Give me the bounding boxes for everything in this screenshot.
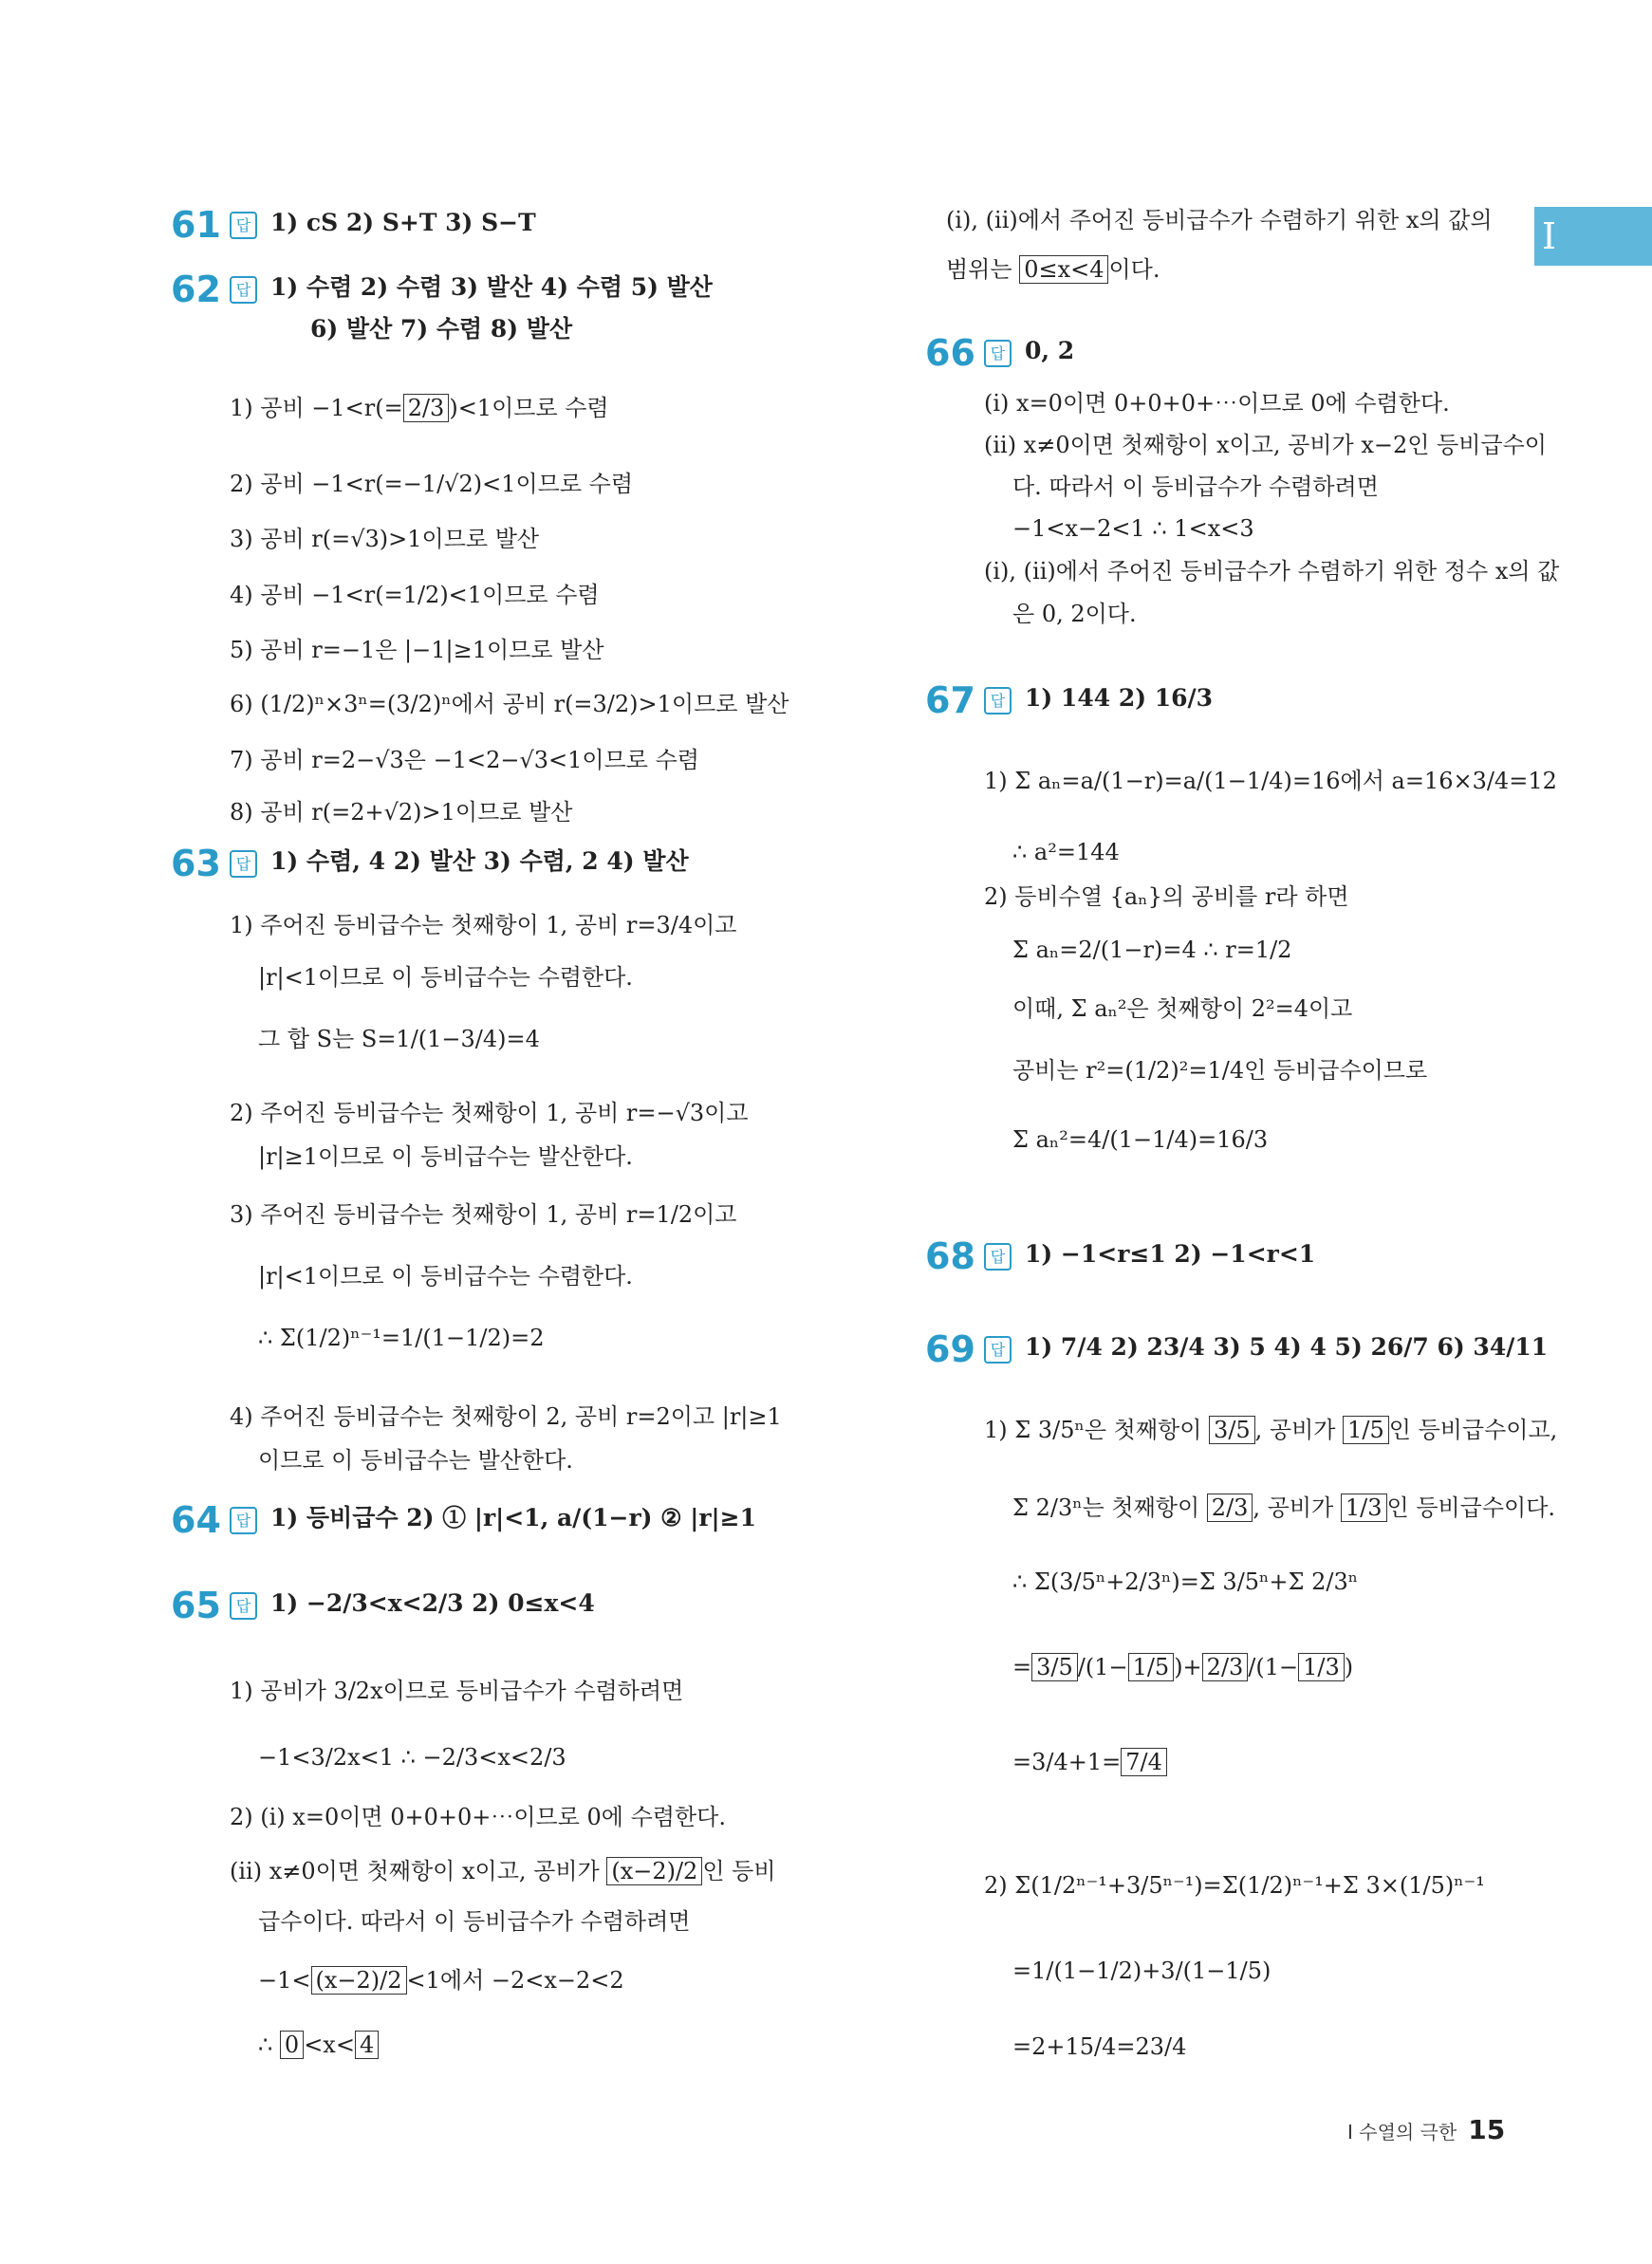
answer-line: 1) 7/4 2) 23/4 3) 5 4) 4 5) 26/7 6) 34/11	[1025, 1333, 1549, 1361]
solution-line: 이므로 이 등비급수는 발산한다.	[258, 1447, 573, 1474]
solution-line: 이때, Σ aₙ²은 첫째항이 2²=4이고	[1012, 995, 1353, 1022]
answer-badge: 답	[230, 1592, 257, 1620]
solution-line: 공비는 r²=(1/2)²=1/4인 등비급수이므로	[1012, 1057, 1428, 1084]
solution-line: 2) 등비수열 {aₙ}의 공비를 r라 하면	[984, 883, 1349, 910]
answer-badge: 답	[984, 687, 1012, 714]
solution-line: 8) 공비 r(=2+√2)>1이므로 발산	[230, 799, 573, 826]
solution-line: (ii) x≠0이면 첫째항이 x이고, 공비가 x−2인 등비급수이	[984, 432, 1547, 458]
solution-line: Σ 2/3ⁿ는 첫째항이 2/3 , 공비가 1/3 인 등비급수이다.	[1012, 1494, 1556, 1521]
solution-line: 급수이다. 따라서 이 등비급수가 수렴하려면	[258, 1908, 691, 1935]
solution-line: =2+15/4=23/4	[1012, 2033, 1187, 2060]
answer-line: 1) 144 2) 16/3	[1025, 684, 1214, 712]
solution-line: 1) 공비가 3/2x이므로 등비급수가 수렴하려면	[230, 1678, 684, 1704]
problem-number: 68	[925, 1235, 975, 1277]
problem-number: 65	[171, 1585, 221, 1626]
solution-line: 3) 공비 r(=√3)>1이므로 발산	[230, 526, 540, 552]
solution-line: 범위는 0≤x<4 이다.	[946, 256, 1160, 283]
answer-badge: 답	[230, 276, 257, 304]
answer-line: 0, 2	[1025, 337, 1075, 364]
solution-line: 2) Σ(1/2ⁿ⁻¹+3/5ⁿ⁻¹)=Σ(1/2)ⁿ⁻¹+Σ 3×(1/5)ⁿ⁻¹	[984, 1872, 1485, 1899]
solution-line: Σ aₙ²=4/(1−1/4)=16/3	[1012, 1126, 1269, 1153]
answer-line: 1) 수렴 2) 수렴 3) 발산 4) 수렴 5) 발산	[270, 273, 713, 301]
answer-line: 1) cS 2) S+T 3) S−T	[270, 209, 536, 236]
answer-badge: 답	[230, 212, 257, 239]
answer-badge: 답	[984, 1243, 1012, 1271]
solution-line: (i), (ii)에서 주어진 등비급수가 수렴하기 위한 정수 x의 값	[984, 558, 1560, 585]
answer-line: 1) 등비급수 2) ① |r|<1, a/(1−r) ② |r|≥1	[270, 1504, 756, 1531]
problem-number: 66	[925, 332, 975, 374]
solution-line: |r|<1이므로 이 등비급수는 수렴한다.	[258, 964, 633, 991]
answer-line: 6) 발산 7) 수렴 8) 발산	[310, 315, 573, 343]
solution-line: 2) 공비 −1<r(=−1/√2)<1이므로 수렴	[230, 471, 634, 497]
problem-number: 61	[171, 204, 221, 246]
solution-line: −1<x−2<1 ∴ 1<x<3	[1012, 515, 1254, 542]
solution-line: 7) 공비 r=2−√3은 −1<2−√3<1이므로 수렴	[230, 747, 699, 773]
solution-line: 4) 주어진 등비급수는 첫째항이 2, 공비 r=2이고 |r|≥1	[230, 1403, 782, 1430]
solution-line: 2) 주어진 등비급수는 첫째항이 1, 공비 r=−√3이고	[230, 1100, 749, 1126]
answer-badge: 답	[984, 1336, 1012, 1364]
solution-line: |r|<1이므로 이 등비급수는 수렴한다.	[258, 1263, 633, 1290]
solution-line: 1) 공비 −1<r(= 2/3 )<1이므로 수렴	[230, 395, 609, 421]
solution-line: 5) 공비 r=−1은 |−1|≥1이므로 발산	[230, 637, 604, 663]
solution-line: (i) x=0이면 0+0+0+⋯이므로 0에 수렴한다.	[984, 390, 1450, 417]
solution-line: ∴ 0 <x< 4	[258, 2029, 379, 2061]
answer-line: 1) −1<r≤1 2) −1<r<1	[1025, 1240, 1316, 1268]
solution-line: 1) Σ aₙ=a/(1−r)=a/(1−1/4)=16에서 a=16×3/4=12	[984, 768, 1557, 794]
answer-badge: 답	[230, 850, 257, 878]
solution-line: ∴ Σ(1/2)ⁿ⁻¹=1/(1−1/2)=2	[258, 1325, 545, 1351]
solution-line: 1) Σ 3/5ⁿ은 첫째항이 3/5 , 공비가 1/5 인 등비급수이고,	[984, 1417, 1558, 1443]
solution-line: ∴ Σ(3/5ⁿ+2/3ⁿ)=Σ 3/5ⁿ+Σ 2/3ⁿ	[1012, 1568, 1359, 1595]
solution-line: 그 합 S는 S=1/(1−3/4)=4	[258, 1026, 540, 1052]
solution-line: 2) (i) x=0이면 0+0+0+⋯이므로 0에 수렴한다.	[230, 1804, 726, 1830]
chapter-label: I 수열의 극한	[1347, 2121, 1457, 2143]
chapter-tab: I	[1534, 207, 1652, 266]
problem-number: 62	[171, 269, 221, 310]
solution-line: ∴ a²=144	[1012, 839, 1120, 865]
answer-line: 1) −2/3<x<2/3 2) 0≤x<4	[270, 1589, 595, 1617]
page-number: 15	[1468, 2114, 1506, 2145]
problem-number: 63	[171, 843, 221, 884]
solution-line: 은 0, 2이다.	[1012, 601, 1137, 627]
problem-number: 64	[171, 1499, 221, 1541]
solution-line: 1) 주어진 등비급수는 첫째항이 1, 공비 r=3/4이고	[230, 912, 737, 938]
solution-line: 4) 공비 −1<r(=1/2)<1이므로 수렴	[230, 582, 600, 608]
problem-number: 67	[925, 679, 975, 721]
problem-number: 69	[925, 1328, 975, 1370]
solution-line: =3/4+1= 7/4	[1012, 1746, 1167, 1778]
solution-line: = 3/5 /(1− 1/5 )+ 2/3 /(1− 1/3 )	[1012, 1654, 1354, 1680]
solution-line: (ii) x≠0이면 첫째항이 x이고, 공비가 (x−2)/2 인 등비	[230, 1858, 776, 1884]
solution-line: −1<3/2x<1 ∴ −2/3<x<2/3	[258, 1744, 566, 1771]
solution-line: Σ aₙ=2/(1−r)=4 ∴ r=1/2	[1012, 937, 1292, 963]
answer-line: 1) 수렴, 4 2) 발산 3) 수렴, 2 4) 발산	[270, 847, 689, 875]
page-footer	[1347, 2114, 1505, 2145]
solution-line: (i), (ii)에서 주어진 등비급수가 수렴하기 위한 x의 값의	[946, 207, 1493, 233]
solution-line: 3) 주어진 등비급수는 첫째항이 1, 공비 r=1/2이고	[230, 1201, 737, 1228]
solution-line: −1< (x−2)/2 <1에서 −2<x−2<2	[258, 1967, 624, 1994]
solution-line: =1/(1−1/2)+3/(1−1/5)	[1012, 1958, 1271, 1984]
solution-line: 6) (1/2)ⁿ×3ⁿ=(3/2)ⁿ에서 공비 r(=3/2)>1이므로 발산	[230, 691, 789, 717]
solution-line: |r|≥1이므로 이 등비급수는 발산한다.	[258, 1143, 633, 1170]
answer-badge: 답	[984, 340, 1012, 367]
solution-line: 다. 따라서 이 등비급수가 수렴하려면	[1012, 473, 1379, 500]
answer-badge: 답	[230, 1507, 257, 1534]
